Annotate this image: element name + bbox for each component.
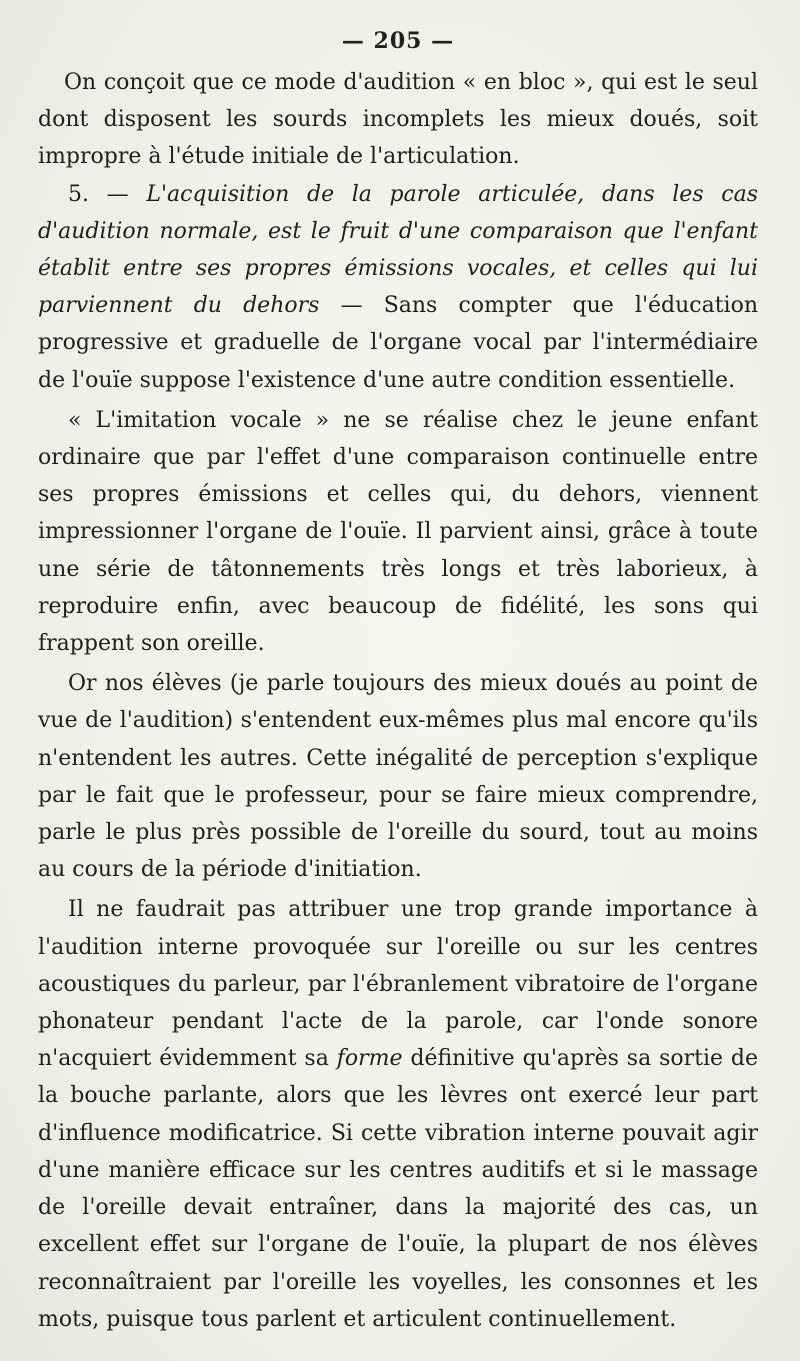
paragraph-1	[38, 64, 758, 176]
paragraph-3	[38, 402, 758, 662]
section-heading-italic: L'acquisition de la parole articulée, dans les cas d'audition normale, est le fruit d'une comparaison que l'enfant établit entre ses propres émissions vocales, et celles qui lui parviennent du dehors	[38, 181, 759, 319]
page-number: — 205 —	[341, 28, 455, 54]
paragraph-2-text: — Sans compter que l'éducation progressive et graduelle de l'organe vocal par l'intermédiaire de l'ouïe suppose l'existence d'une autre condition essentielle.	[38, 293, 758, 393]
paragraph-4	[38, 665, 758, 888]
section-number: 5. —	[68, 181, 129, 207]
paragraph-5-italic-word: forme	[336, 1046, 403, 1072]
paragraph-4-text: Or nos élèves (je parle toujours des mieux doués au point de vue de l'audition) s'entendent eux-mêmes plus mal encore qu'ils n'entendent les autres. Cette inégalité de perception s'explique par le fait que le professeur, pour se faire mieux comprendre, parle le plus près possible de l'oreille du sourd, tout au moins au cours de la période d'initiation.	[38, 671, 758, 883]
paragraph-2	[38, 176, 758, 399]
paragraph-5	[38, 891, 758, 1337]
paragraph-5-text-before: Il ne faudrait pas attribuer une trop grande importance à l'audition interne provoquée sur l'oreille ou sur les centres acoustiques du parleur, par l'ébranlement vibratoire de l'organe phonateur pendant l'acte de la parole, car l'onde sonore n'acquiert évidemment sa	[38, 897, 758, 1072]
paragraph-3-text: « L'imitation vocale » ne se réalise chez le jeune enfant ordinaire que par l'effet d'une comparaison continuelle entre ses propres émissions et celles qui, du dehors, viennent impressionner l'organe de l'ouïe. Il parvient ainsi, grâce à toute une série de tâtonnements très longs et très laborieux, à reproduire enfin, avec beaucoup de fidélité, les sons qui frappent son oreille.	[38, 407, 758, 657]
paragraph-1-text: On conçoit que ce mode d'audition « en bloc », qui est le seul dont disposent les sourds incomplets les mieux doués, soit impropre à l'étude initiale de l'articulation.	[38, 70, 758, 170]
paragraph-5-text-after: définitive qu'après sa sortie de la bouche parlante, alors que les lèvres ont exercé leur part d'influence modificatrice. Si cette vibration interne pouvait agir d'une manière efficace sur les centres auditifs et si le massage de l'oreille devait entraîner, dans la majorité des cas, un excellent effet sur l'organe de l'ouïe, la plupart de nos élèves reconnaîtraient par l'oreille les voyelles, les consonnes et les mots, puisque tous parlent et articulent continuellement.	[38, 1046, 759, 1332]
